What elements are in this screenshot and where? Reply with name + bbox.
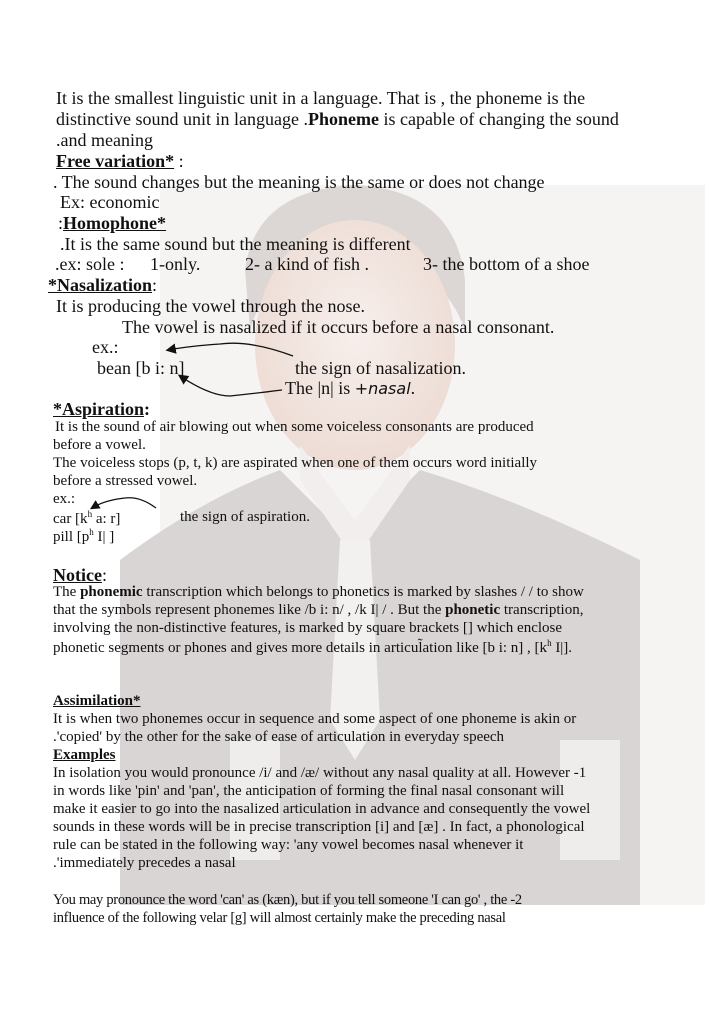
phoneme-term: Phoneme [307,109,379,129]
notice-colon: : [101,565,107,585]
notice-line-1-post: transcription which belongs to phonetics is marked by slashes / / to show [142,584,584,600]
free-variation-line-1: . The sound changes but the meaning is the same or does not change [53,172,545,192]
homophone-ex-2: 2- a kind of fish . [245,254,369,274]
notice-line-2 [53,603,583,618]
notice-line-2-post: transcription, [500,602,584,618]
assimilation-line-2: .'copied' by the other for the sake of ease of articulation in everyday speech [53,729,505,745]
aspiration-heading [53,400,150,418]
aspiration-colon: : [144,399,151,419]
car-post: a: r] [92,511,121,527]
notice-line-1 [53,585,584,600]
aspiration-line-3: The voiceless stops (p, t, k) are aspirated when one of them occurs word initially [53,455,538,471]
free-variation-heading [56,152,184,170]
nasalization-ex-label: ex.: [92,337,119,357]
phonemic-term: phonemic [80,584,143,600]
pill-post: I| ] [93,529,115,545]
intro-line-2-post: is capable of changing the sound [378,109,619,129]
nasalization-colon: : [152,275,158,295]
car-pre: car [k [53,511,88,527]
intro-line-1: It is the smallest linguistic unit in a language. That is , the phoneme is the [56,88,586,108]
nasalization-note-1: the sign of nasalization. [295,358,466,378]
free-variation-title: Free variation* [56,151,175,171]
notice-line-2-pre: that the symbols represent phonemes like /b i: n/ , /k I| / . But the [53,602,446,618]
aspiration-note: the sign of aspiration. [180,509,310,525]
example-1-line-2: in words like 'pin' and 'pan', the anticipation of forming the final nasal consonant will [53,783,565,799]
homophone-heading [58,214,166,232]
car-aspiration-mark: h [87,509,93,519]
notice-line-3: involving the non-distinctive features, is marked by square brackets [] which enclose [53,620,563,636]
aspiration-ex-label: ex.: [53,491,76,507]
aspiration-title: *Aspiration [53,399,145,419]
example-1-line-6: .'immediately precedes a nasal [53,855,236,871]
pill-pre: pill [p [53,529,90,545]
homophone-line-1: .It is the same sound but the meaning is different [60,234,411,254]
pill-aspiration-mark: h [89,527,94,537]
aspiration-line-1: It is the sound of air blowing out when some voiceless consonants are produced [55,419,534,435]
assimilation-line-1: It is when two phonemes occur in sequence and some aspect of one phoneme is akin or [53,711,577,727]
aspiration-example-pill [53,528,114,545]
nasalization-heading [48,276,157,294]
examples-title: Examples [53,747,116,763]
nasalization-note-2 [285,379,415,397]
example-2-line-1: You may pronounce the word 'can' as (kæn), but if you tell someone 'I can go' , the -2 [53,892,522,908]
example-1-line-5: rule can be stated in the following way: 'any vowel becomes nasal whenever it [53,837,524,853]
free-variation-colon: : [174,151,184,171]
aspiration-example-car [53,510,120,527]
example-1-line-4: sounds in these words will be in precise transcription [i] and [æ] . In fact, a phonological [53,819,585,835]
homophone-title: Homophone* [63,213,167,233]
example-2-line-2: influence of the following velar [g] will almost certainly make the preceding nasal [53,910,506,926]
nasalization-line-1: It is producing the vowel through the nose. [56,296,365,316]
aspiration-line-2: before a vowel. [53,437,146,453]
notice-line-4-pre: phonetic segments or phones and gives more details in articul̃ation like [b i: n] , [k [53,640,548,656]
homophone-ex-1: 1-only. [150,254,201,274]
assimilation-title: Assimilation* [53,693,141,709]
notice-line-1-pre: The [53,584,81,600]
phonetic-term: phonetic [445,602,501,618]
notice-heading [53,566,107,584]
homophone-colon: : [58,213,64,233]
nasalization-title: *Nasalization [48,275,153,295]
intro-line-2-pre: distinctive sound unit in language . [56,109,308,129]
homophone-ex-label: .ex: sole : [55,254,125,274]
intro-line-2 [56,110,619,128]
examples-heading [53,748,116,763]
example-1-line-3: make it easier to go into the nasalized articulation in advance and consequently the vowel [53,801,591,817]
notice-line-4-post: I|]. [551,640,573,656]
assimilation-heading [53,694,141,709]
nasalization-example: bean [b i: n] [97,358,185,378]
notice-title: Notice [53,565,102,585]
free-variation-line-2: Ex: economic [60,192,160,212]
notice-line-4 [53,639,572,656]
homophone-example-line [55,254,590,274]
example-1-line-1: In isolation you would pronounce /i/ and /æ/ without any nasal quality at all. However -1 [53,765,587,781]
intro-line-3: .and meaning [56,130,153,150]
nasalization-note-2-post: . [410,378,416,398]
aspiration-line-4: before a stressed vowel. [53,473,198,489]
homophone-ex-3: 3- the bottom of a shoe [423,254,590,274]
nasalization-line-2: The vowel is nasalized if it occurs before a nasal consonant. [122,317,555,337]
nasal-feature: +nasal [354,379,411,398]
notice-aspiration-mark: h [547,638,552,648]
nasalization-note-2-pre: The |n| is [285,378,355,398]
